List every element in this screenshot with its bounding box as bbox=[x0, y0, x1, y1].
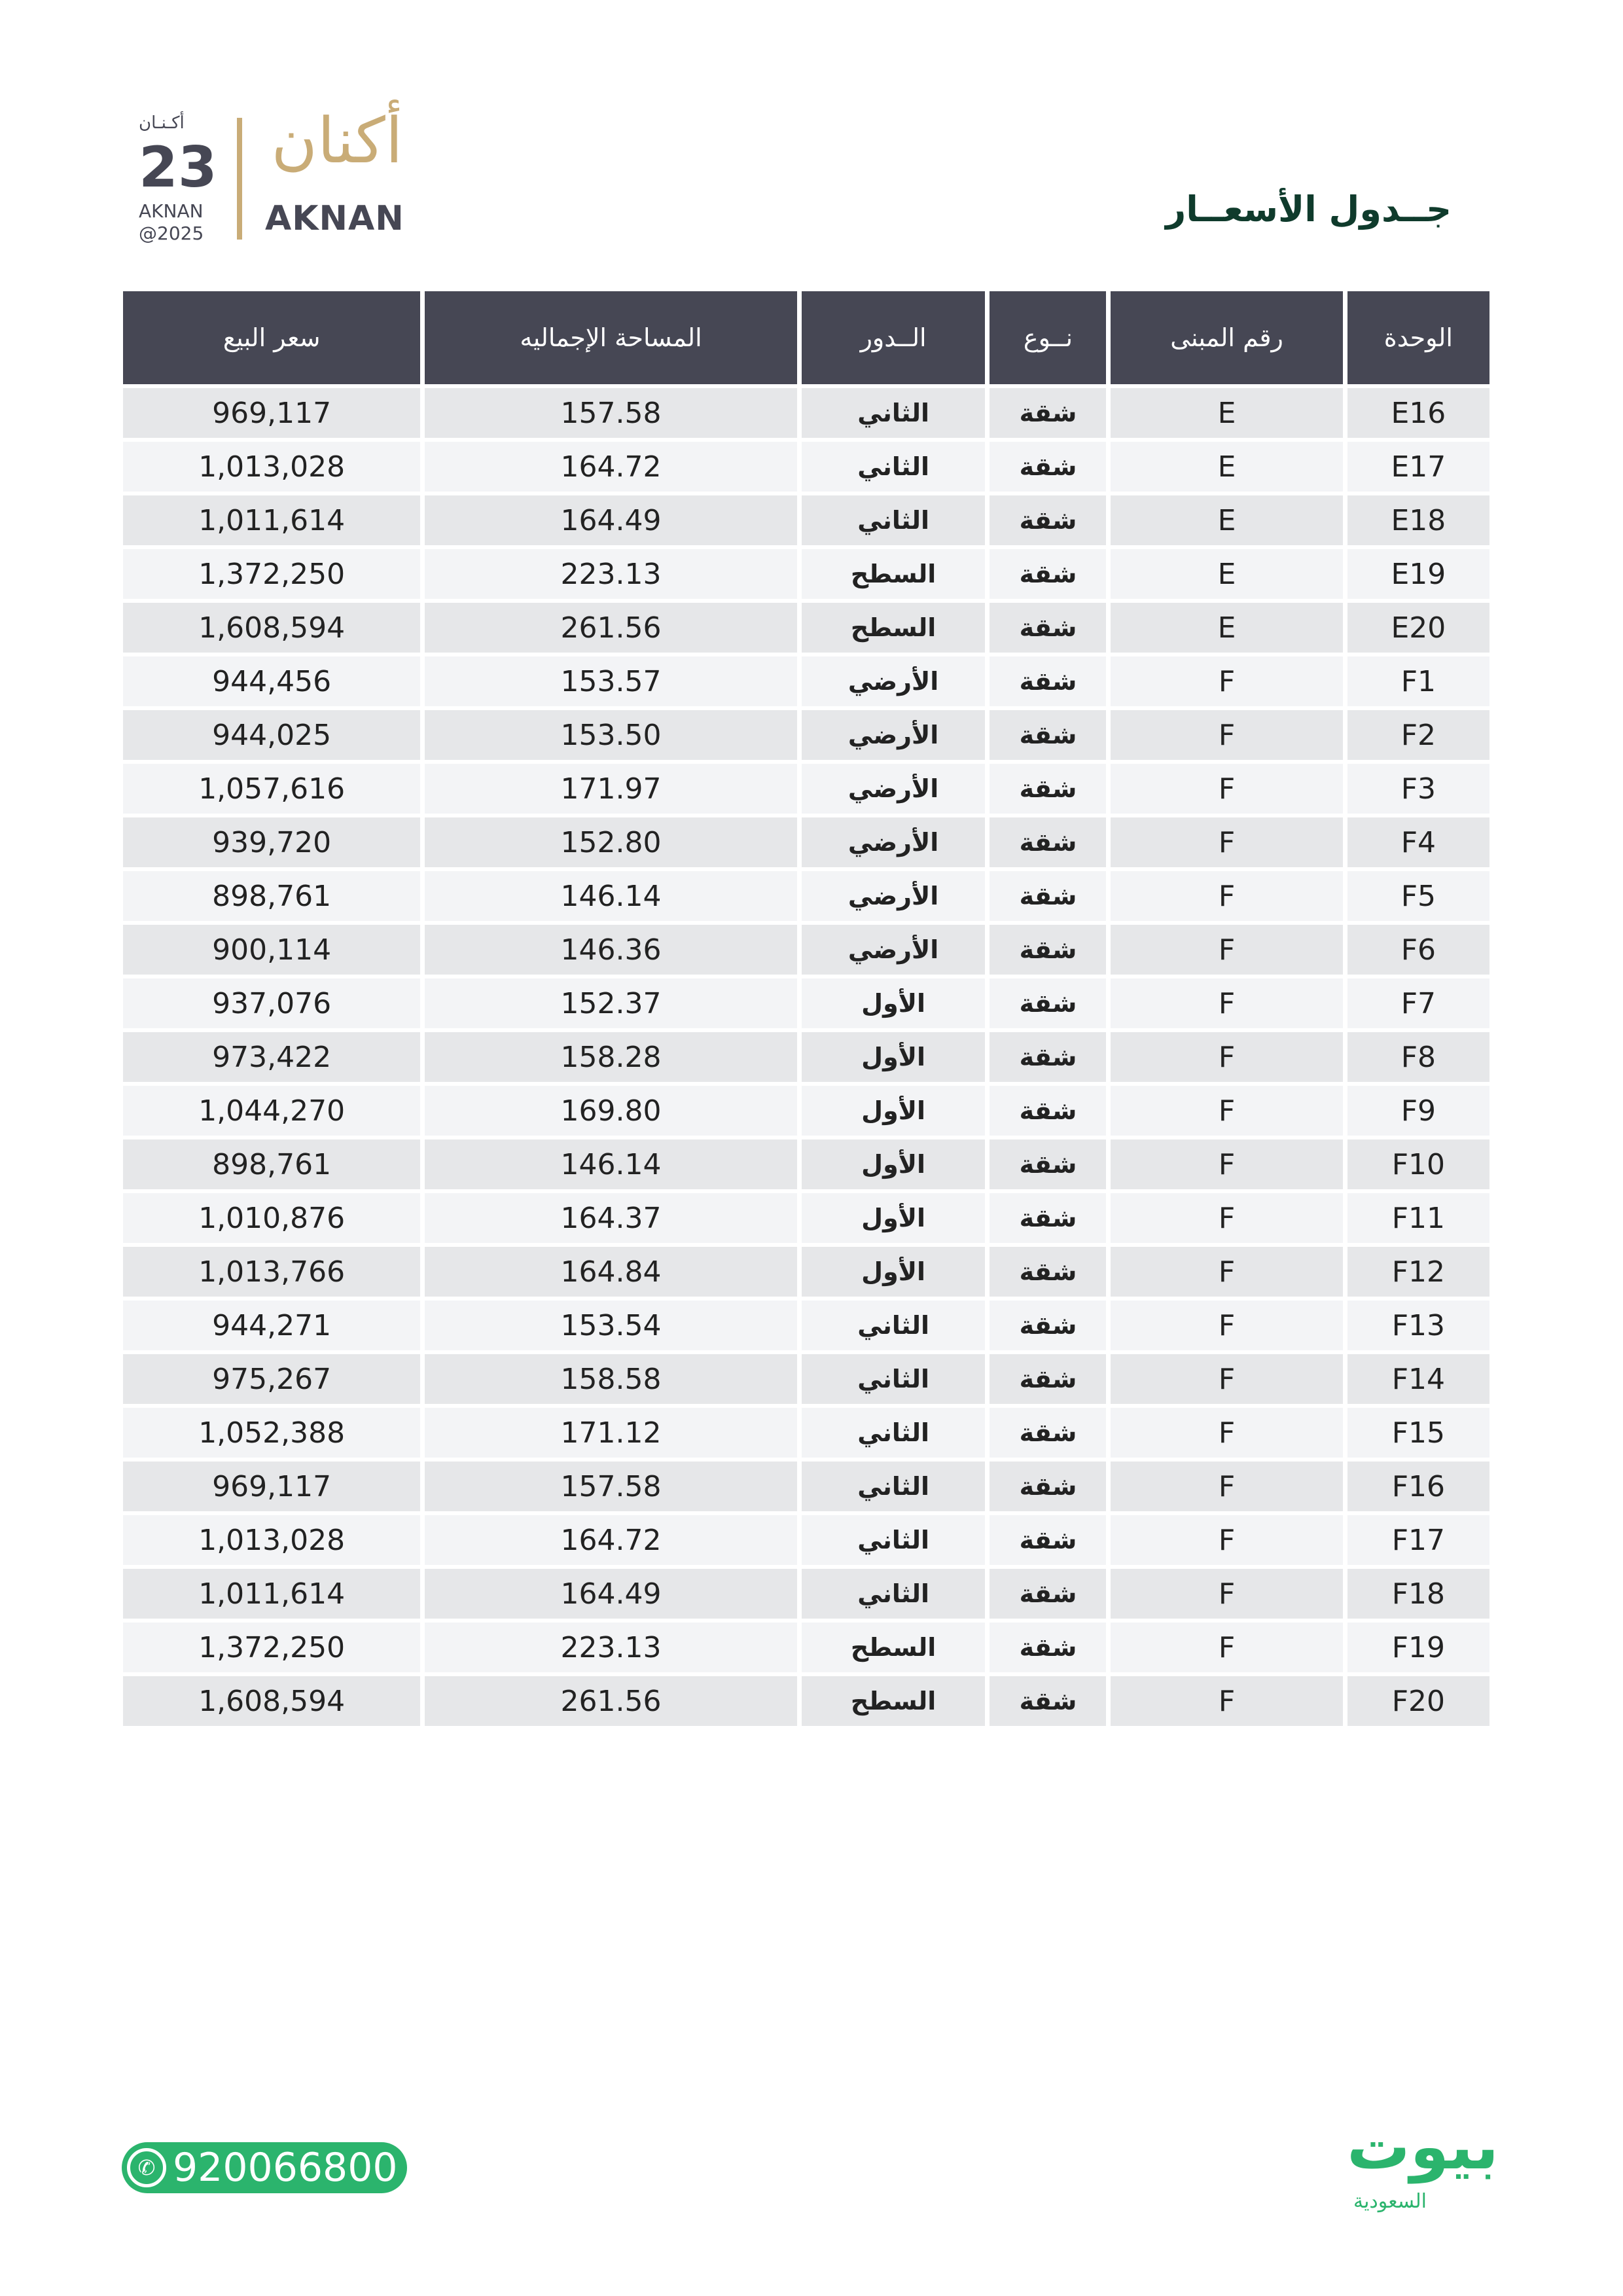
phone-icon: ✆ bbox=[127, 2148, 166, 2187]
cell-floor: السطح bbox=[802, 1623, 986, 1672]
cell-unit: F7 bbox=[1347, 978, 1489, 1028]
cell-building: E bbox=[1111, 388, 1342, 438]
cell-type: شقة bbox=[990, 1408, 1106, 1458]
cell-price: 937,076 bbox=[123, 978, 420, 1028]
cell-unit: F6 bbox=[1347, 925, 1489, 975]
cell-area: 158.28 bbox=[425, 1032, 796, 1082]
table-row bbox=[123, 1462, 1489, 1511]
table-row bbox=[123, 1193, 1489, 1243]
cell-area: 146.14 bbox=[425, 871, 796, 921]
cell-building: F bbox=[1111, 1193, 1342, 1243]
cell-building: F bbox=[1111, 1139, 1342, 1189]
table-row bbox=[123, 495, 1489, 545]
cell-type: شقة bbox=[990, 656, 1106, 706]
cell-type: شقة bbox=[990, 871, 1106, 921]
cell-building: F bbox=[1111, 656, 1342, 706]
header-unit: الوحدة bbox=[1347, 291, 1489, 384]
aknan-wordmark: AKNAN bbox=[265, 199, 404, 238]
cell-price: 1,057,616 bbox=[123, 764, 420, 814]
table-row bbox=[123, 817, 1489, 867]
cell-price: 969,117 bbox=[123, 388, 420, 438]
cell-area: 164.37 bbox=[425, 1193, 796, 1243]
cell-type: شقة bbox=[990, 1676, 1106, 1726]
cell-type: شقة bbox=[990, 1462, 1106, 1511]
cell-unit: F15 bbox=[1347, 1408, 1489, 1458]
cell-building: F bbox=[1111, 1408, 1342, 1458]
cell-unit: F5 bbox=[1347, 871, 1489, 921]
cell-unit: F16 bbox=[1347, 1462, 1489, 1511]
cell-floor: الأرضي bbox=[802, 817, 986, 867]
cell-unit: F10 bbox=[1347, 1139, 1489, 1189]
cell-type: شقة bbox=[990, 817, 1106, 867]
cell-area: 261.56 bbox=[425, 1676, 796, 1726]
cell-price: 898,761 bbox=[123, 871, 420, 921]
cell-unit: E18 bbox=[1347, 495, 1489, 545]
cell-building: F bbox=[1111, 764, 1342, 814]
cell-type: شقة bbox=[990, 710, 1106, 760]
cell-building: E bbox=[1111, 603, 1342, 653]
cell-price: 1,011,614 bbox=[123, 495, 420, 545]
cell-unit: F2 bbox=[1347, 710, 1489, 760]
cell-price: 1,013,766 bbox=[123, 1247, 420, 1297]
cell-floor: الثاني bbox=[802, 1569, 986, 1619]
cell-building: F bbox=[1111, 1354, 1342, 1404]
table-header-row bbox=[123, 291, 1489, 384]
cell-floor: الثاني bbox=[802, 442, 986, 492]
cell-building: E bbox=[1111, 495, 1342, 545]
cell-price: 1,608,594 bbox=[123, 1676, 420, 1726]
cell-area: 164.72 bbox=[425, 442, 796, 492]
cell-type: شقة bbox=[990, 1354, 1106, 1404]
cell-unit: F18 bbox=[1347, 1569, 1489, 1619]
table-row bbox=[123, 1515, 1489, 1565]
cell-price: 1,011,614 bbox=[123, 1569, 420, 1619]
cell-floor: الثاني bbox=[802, 1515, 986, 1565]
cell-building: F bbox=[1111, 1300, 1342, 1350]
cell-area: 164.49 bbox=[425, 495, 796, 545]
cell-area: 164.84 bbox=[425, 1247, 796, 1297]
buyut-logo bbox=[1347, 2108, 1499, 2215]
cell-unit: F12 bbox=[1347, 1247, 1489, 1297]
cell-area: 171.97 bbox=[425, 764, 796, 814]
cell-building: F bbox=[1111, 1086, 1342, 1136]
cell-floor: الثاني bbox=[802, 1300, 986, 1350]
cell-area: 157.58 bbox=[425, 1462, 796, 1511]
cell-unit: F14 bbox=[1347, 1354, 1489, 1404]
cell-type: شقة bbox=[990, 1569, 1106, 1619]
cell-floor: الأول bbox=[802, 1032, 986, 1082]
logo-small-number: 23 bbox=[139, 135, 217, 200]
cell-unit: E20 bbox=[1347, 603, 1489, 653]
cell-building: F bbox=[1111, 978, 1342, 1028]
cell-type: شقة bbox=[990, 1247, 1106, 1297]
cell-building: F bbox=[1111, 1676, 1342, 1726]
cell-area: 171.12 bbox=[425, 1408, 796, 1458]
table-row bbox=[123, 925, 1489, 975]
cell-floor: الأرضي bbox=[802, 925, 986, 975]
cell-floor: الأرضي bbox=[802, 656, 986, 706]
cell-price: 1,372,250 bbox=[123, 549, 420, 599]
cell-area: 153.54 bbox=[425, 1300, 796, 1350]
cell-floor: الثاني bbox=[802, 495, 986, 545]
cell-area: 157.58 bbox=[425, 388, 796, 438]
logo-small-year: @2025 bbox=[139, 223, 204, 244]
cell-floor: الثاني bbox=[802, 1354, 986, 1404]
cell-price: 1,013,028 bbox=[123, 1515, 420, 1565]
cell-building: F bbox=[1111, 1569, 1342, 1619]
cell-type: شقة bbox=[990, 1300, 1106, 1350]
cell-price: 973,422 bbox=[123, 1032, 420, 1082]
cell-price: 1,608,594 bbox=[123, 603, 420, 653]
cell-type: شقة bbox=[990, 388, 1106, 438]
cell-price: 975,267 bbox=[123, 1354, 420, 1404]
cell-building: F bbox=[1111, 1623, 1342, 1672]
header-price: سعر البيع bbox=[123, 291, 420, 384]
cell-type: شقة bbox=[990, 603, 1106, 653]
cell-building: F bbox=[1111, 1032, 1342, 1082]
table-row bbox=[123, 603, 1489, 653]
table-row bbox=[123, 1139, 1489, 1189]
page-title: جــدول الأسعــار bbox=[1166, 188, 1452, 230]
cell-type: شقة bbox=[990, 1032, 1106, 1082]
cell-area: 169.80 bbox=[425, 1086, 796, 1136]
cell-type: شقة bbox=[990, 978, 1106, 1028]
brand-name: بيوت bbox=[1347, 2110, 1499, 2183]
table-row bbox=[123, 1354, 1489, 1404]
brand-sub: السعودية bbox=[1353, 2190, 1427, 2213]
cell-price: 1,052,388 bbox=[123, 1408, 420, 1458]
cell-type: شقة bbox=[990, 1193, 1106, 1243]
aknan-calligraphy: أكنان bbox=[271, 104, 403, 177]
header-type: نــوع bbox=[990, 291, 1106, 384]
cell-price: 944,271 bbox=[123, 1300, 420, 1350]
cell-type: شقة bbox=[990, 442, 1106, 492]
cell-building: F bbox=[1111, 1515, 1342, 1565]
table-row bbox=[123, 764, 1489, 814]
cell-type: شقة bbox=[990, 1515, 1106, 1565]
table-row bbox=[123, 1408, 1489, 1458]
cell-unit: F17 bbox=[1347, 1515, 1489, 1565]
cell-building: E bbox=[1111, 549, 1342, 599]
cell-unit: E16 bbox=[1347, 388, 1489, 438]
table-row bbox=[123, 1247, 1489, 1297]
cell-area: 153.50 bbox=[425, 710, 796, 760]
cell-unit: F4 bbox=[1347, 817, 1489, 867]
header-floor: الــدور bbox=[802, 291, 986, 384]
cell-floor: الأول bbox=[802, 1086, 986, 1136]
cell-floor: السطح bbox=[802, 603, 986, 653]
cell-area: 153.57 bbox=[425, 656, 796, 706]
table-row bbox=[123, 1623, 1489, 1672]
cell-floor: الأول bbox=[802, 1139, 986, 1189]
header-area: المساحة الإجماليه bbox=[425, 291, 796, 384]
cell-unit: F8 bbox=[1347, 1032, 1489, 1082]
cell-type: شقة bbox=[990, 495, 1106, 545]
cell-price: 900,114 bbox=[123, 925, 420, 975]
cell-building: F bbox=[1111, 871, 1342, 921]
cell-area: 164.72 bbox=[425, 1515, 796, 1565]
cell-floor: الأول bbox=[802, 978, 986, 1028]
cell-area: 261.56 bbox=[425, 603, 796, 653]
cell-price: 1,044,270 bbox=[123, 1086, 420, 1136]
cell-unit: F1 bbox=[1347, 656, 1489, 706]
cell-area: 158.58 bbox=[425, 1354, 796, 1404]
logo-divider bbox=[237, 118, 242, 240]
table-row bbox=[123, 442, 1489, 492]
phone-number: 920066800 bbox=[173, 2145, 398, 2191]
cell-floor: الأرضي bbox=[802, 710, 986, 760]
cell-building: F bbox=[1111, 817, 1342, 867]
cell-building: E bbox=[1111, 442, 1342, 492]
aknan-logo bbox=[265, 92, 409, 240]
cell-price: 1,372,250 bbox=[123, 1623, 420, 1672]
cell-type: شقة bbox=[990, 549, 1106, 599]
cell-building: F bbox=[1111, 925, 1342, 975]
cell-price: 944,025 bbox=[123, 710, 420, 760]
cell-price: 944,456 bbox=[123, 656, 420, 706]
cell-floor: السطح bbox=[802, 549, 986, 599]
cell-building: F bbox=[1111, 1247, 1342, 1297]
cell-unit: F20 bbox=[1347, 1676, 1489, 1726]
cell-unit: E17 bbox=[1347, 442, 1489, 492]
table-row bbox=[123, 1676, 1489, 1726]
cell-area: 223.13 bbox=[425, 549, 796, 599]
cell-type: شقة bbox=[990, 764, 1106, 814]
cell-area: 164.49 bbox=[425, 1569, 796, 1619]
cell-price: 939,720 bbox=[123, 817, 420, 867]
cell-unit: F13 bbox=[1347, 1300, 1489, 1350]
cell-type: شقة bbox=[990, 1086, 1106, 1136]
logo-small-en: AKNAN bbox=[139, 200, 204, 222]
cell-floor: الثاني bbox=[802, 1462, 986, 1511]
cell-floor: السطح bbox=[802, 1676, 986, 1726]
table-row bbox=[123, 549, 1489, 599]
cell-floor: الثاني bbox=[802, 1408, 986, 1458]
cell-floor: الأول bbox=[802, 1247, 986, 1297]
cell-type: شقة bbox=[990, 925, 1106, 975]
table-row bbox=[123, 978, 1489, 1028]
cell-unit: E19 bbox=[1347, 549, 1489, 599]
cell-floor: الأول bbox=[802, 1193, 986, 1243]
aknan-23-logo bbox=[139, 111, 224, 245]
cell-unit: F3 bbox=[1347, 764, 1489, 814]
logo-small-ar: أكـنـان bbox=[139, 113, 185, 133]
table-row bbox=[123, 656, 1489, 706]
table-row bbox=[123, 871, 1489, 921]
table-row bbox=[123, 1032, 1489, 1082]
cell-type: شقة bbox=[990, 1623, 1106, 1672]
table-row bbox=[123, 1086, 1489, 1136]
table-row bbox=[123, 1300, 1489, 1350]
table-row bbox=[123, 388, 1489, 438]
cell-unit: F9 bbox=[1347, 1086, 1489, 1136]
cell-building: F bbox=[1111, 1462, 1342, 1511]
cell-floor: الأرضي bbox=[802, 764, 986, 814]
cell-area: 152.37 bbox=[425, 978, 796, 1028]
header-building: رقم المبنى bbox=[1111, 291, 1342, 384]
table-row bbox=[123, 710, 1489, 760]
cell-area: 152.80 bbox=[425, 817, 796, 867]
cell-area: 146.14 bbox=[425, 1139, 796, 1189]
cell-area: 223.13 bbox=[425, 1623, 796, 1672]
cell-floor: الثاني bbox=[802, 388, 986, 438]
cell-price: 969,117 bbox=[123, 1462, 420, 1511]
cell-price: 898,761 bbox=[123, 1139, 420, 1189]
cell-unit: F11 bbox=[1347, 1193, 1489, 1243]
table-row bbox=[123, 1569, 1489, 1619]
cell-type: شقة bbox=[990, 1139, 1106, 1189]
price-table bbox=[118, 291, 1494, 1726]
cell-building: F bbox=[1111, 710, 1342, 760]
cell-area: 146.36 bbox=[425, 925, 796, 975]
cell-floor: الأرضي bbox=[802, 871, 986, 921]
cell-unit: F19 bbox=[1347, 1623, 1489, 1672]
cell-price: 1,013,028 bbox=[123, 442, 420, 492]
phone-badge[interactable] bbox=[122, 2142, 407, 2193]
cell-price: 1,010,876 bbox=[123, 1193, 420, 1243]
